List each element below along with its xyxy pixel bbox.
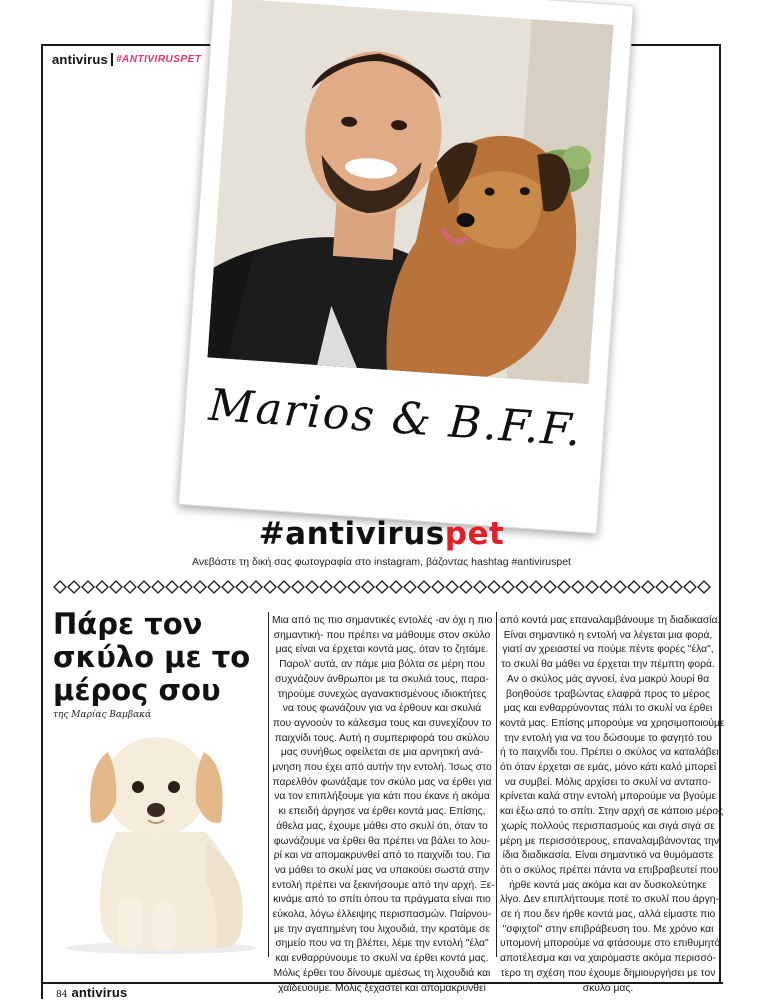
text-line: ίδια διαδικασία. Είναι σημαντικό να θυμόμαστε <box>502 850 714 862</box>
diamond-shape <box>600 581 612 593</box>
diamond-shape <box>460 581 472 593</box>
diamond-shape <box>362 581 374 593</box>
diamond-shape <box>446 581 458 593</box>
diamond-shape <box>418 581 430 593</box>
text-line: κρίνεται καλά στην εντολή μπορούμε να βγούμε <box>500 791 717 803</box>
column-rule <box>268 612 269 957</box>
diamond-shape <box>110 581 122 593</box>
diamond-shape <box>502 581 514 593</box>
diamond-shape <box>684 581 696 593</box>
diamond-shape <box>488 581 500 593</box>
text-line: μέρη με περισσότερους, επαναλαμβάνοντας την <box>500 835 720 847</box>
diamond-shape <box>656 581 668 593</box>
text-line: κι επειδή άργησε να έρθει κοντά μας. Επίσης, <box>278 806 486 818</box>
text-line: σημείο που να τη βλέπει, λέμε την εντολή "έλα" <box>275 938 489 950</box>
diamond-shape <box>642 581 654 593</box>
diamond-shape <box>320 581 332 593</box>
text-line: εντολή πρέπει να ξεκινήσουμε από την αρχή. Ξε- <box>272 879 495 891</box>
text-line: μνηση που έχει από αυτήν την εντολή. Ίσως στο <box>272 762 492 774</box>
text-line: σκύλο μας. <box>582 982 634 994</box>
diamond-shape <box>222 581 234 593</box>
column-rule <box>496 612 497 957</box>
title-line: Πάρε τον <box>53 607 203 641</box>
diamond-shape <box>138 581 150 593</box>
text-line: φωνάζουμε να έρθει θα πρέπει να βάλει το λου- <box>273 835 491 847</box>
text-line: και έξω από το σπίτι. Στην αρχή σε κάποιο μέρος <box>500 806 724 818</box>
text-line: κινάμε από το σπίτι όπου τα πράγματα είναι πιο <box>273 894 491 906</box>
diamond-shape <box>544 581 556 593</box>
title-line: μέρος σου <box>53 673 221 707</box>
text-line: να συμβεί. Μόλις αρχίσει το σκυλί να ανταπο- <box>504 776 712 788</box>
diamond-shape <box>166 581 178 593</box>
diamond-shape <box>194 581 206 593</box>
diamond-shape <box>348 581 360 593</box>
text-line: Είναι σημαντικό η εντολή να λέγεται μια φορά, <box>503 629 713 641</box>
diamond-shape <box>390 581 402 593</box>
diamond-shape <box>236 581 248 593</box>
diamond-shape <box>292 581 304 593</box>
text-line: τηρούμε συνεχώς αγανακτισμένους ιδιοκτήτες <box>277 688 487 700</box>
text-line: χαϊδεύουμε. Μόλις ξεχαστεί και απομακρυνθεί <box>278 982 486 994</box>
diamond-shape <box>670 581 682 593</box>
text-line: μας είναι να έρχεται κοντά μας, όταν το ζητάμε. <box>275 644 489 656</box>
hashtag-part-black: #antivirus <box>258 516 445 552</box>
header-tag: #ANTIVIRUSPET <box>115 54 202 65</box>
text-line: ρί και να απομακρυνθεί από το παιχνίδι του. Για <box>273 850 491 862</box>
text-line: να μάθει το σκυλί μας να υπακούει σωστά στην <box>274 864 490 876</box>
text-line: σε ή που δεν ήρθε κοντά μας, αλλά είμαστε πιο <box>500 909 716 921</box>
article-title <box>53 608 268 707</box>
man-with-dog-photo <box>207 0 613 384</box>
diamond-shape <box>278 581 290 593</box>
text-line: παιχνίδι τους. Αυτή η συμπεριφορά του σκύλου <box>274 732 490 744</box>
text-line: υπομονή μπορούμε να φτάσουμε στο επιθυμητό <box>500 938 721 950</box>
diamond-shape <box>376 581 388 593</box>
text-line: Παρολ' αυτά, αν πάμε μια βόλτα σε μέρη που <box>279 659 485 671</box>
text-line: σημαντική- που πρέπει να μάθουμε στον σκύλο <box>273 629 491 641</box>
text-line: γιατί αν χρειαστεί να πούμε πέντε φορές "έλα", <box>502 644 714 656</box>
diamond-shape <box>614 581 626 593</box>
diamond-shape <box>306 581 318 593</box>
diamond-shape <box>124 581 136 593</box>
polaroid-caption: Marios & B.F.F. <box>207 379 585 457</box>
text-line: ή το παιχνίδι του. Πρέπει ο σκύλος να καταλάβει <box>500 747 719 759</box>
text-line: να τους φωνάζουν για να έρθουν και σκυλιά <box>282 703 482 715</box>
text-line: ότι ο σκύλος πρέπει πάντα να επιβραβευτεί που <box>500 864 719 876</box>
diamond-shape <box>334 581 346 593</box>
text-line: "σφιχτοί" στην επιβράβευση του. Με χρόνο και <box>502 923 714 935</box>
diamond-divider <box>53 580 713 594</box>
text-line: Μόλις έρθει του δίνουμε αμέσως τη λιχουδιά και <box>273 967 491 979</box>
hashtag-part-red: pet <box>444 516 505 552</box>
header-brand: antivirus <box>52 52 108 67</box>
text-line: μας και ενθαρρύνοντας πάλι το σκυλί να έρθει <box>503 703 713 715</box>
text-line: τερο τη σχέση που έχουμε δημιουργήσει με τον <box>500 967 716 979</box>
hashtag-heading <box>0 516 763 552</box>
text-line: συχνάζουν άνθρωποι με τα σκυλιά τους, παρα- <box>275 673 489 685</box>
diamond-shape <box>586 581 598 593</box>
header-divider <box>111 53 113 66</box>
text-line: την εντολή για να του δώσουμε το φαγητό του <box>504 732 712 744</box>
author-byline: της Μαρίας Βαμβακά <box>53 710 152 720</box>
page-footer <box>56 985 127 1000</box>
text-line: παρελθόν φωνάξαμε τον σκύλο μας να έρθει για <box>272 776 492 788</box>
text-line: με την αγαπημένη του λιχουδιά, την κρατάμε σε <box>273 923 491 935</box>
text-line: από κοντά μας επαναλαμβάνουμε τη διαδικασία. <box>500 615 721 626</box>
puppy-photo <box>56 722 266 957</box>
diamond-shape <box>250 581 262 593</box>
diamond-shape <box>558 581 570 593</box>
text-line: ήρθε κοντά μας ακόμα και αν δυσκολεύτηκε <box>509 879 707 891</box>
text-line: αποτέλεσμα και να χαιρόμαστε ακόμα περισσό- <box>500 953 716 965</box>
diamond-shape <box>208 581 220 593</box>
diamond-shape <box>180 581 192 593</box>
text-line: μας συνήθως οφείλεται σε μια αρνητική ανά- <box>280 747 484 759</box>
diamond-shape <box>698 581 710 593</box>
diamond-shape <box>530 581 542 593</box>
section-header <box>52 52 201 67</box>
text-line: άθελα μας, έχουμε μάθει στο σκυλί ότι, όταν το <box>276 820 488 832</box>
text-line: που αγνοούν το κάλεσμα τους και συνεχίζουν το <box>272 717 492 729</box>
text-line: βοηθούσε τραβώντας ελαφρά προς το μέρος <box>506 688 710 700</box>
diamond-shape <box>474 581 486 593</box>
page-number: 84 <box>56 990 68 1000</box>
title-line: σκύλο με το <box>53 640 251 674</box>
text-line: εύκολα, λόγω έλλειψης περισπασμών. Παίρνου- <box>272 909 492 921</box>
diamond-shape <box>152 581 164 593</box>
polaroid-photo <box>178 0 634 534</box>
diamond-shape <box>572 581 584 593</box>
text-line: και ενθαρρύνουμε το σκυλί να έρθει κοντά μας. <box>275 953 489 965</box>
article-column-2 <box>500 614 725 996</box>
text-line: το σκυλί θα μάθει να έρχεται την πέμπτη φορά. <box>501 659 715 671</box>
article-column-1 <box>272 614 495 996</box>
instagram-instructions: Ανεβάστε τη δική σας φωτογραφία στο instagram, βάζοντας hashtag #antiviruspet <box>192 556 571 568</box>
text-line: κοντά μας. Επίσης μπορούμε να χρησιμοποιούμε <box>500 717 725 729</box>
text-line: λίγο. Δεν επιπλήττουμε ποτέ το σκυλί που άργη- <box>500 894 719 906</box>
diamond-shape <box>68 581 80 593</box>
diamond-shape <box>516 581 528 593</box>
diamond-shape <box>432 581 444 593</box>
diamond-shape <box>264 581 276 593</box>
diamond-shape <box>96 581 108 593</box>
diamond-shape <box>82 581 94 593</box>
footer-brand: antivirus <box>71 985 128 1000</box>
text-line: ότι όταν έρχεται σε εμάς, μόνο κάτι καλό μπορεί <box>500 762 717 774</box>
text-line: χωρίς πολλούς περισπασμούς και σιγά σιγά σε <box>501 820 715 832</box>
man-with-dog-illustration <box>207 0 613 384</box>
diamond-shape <box>54 581 66 593</box>
text-line: Μια από τις πιο σημαντικές εντολές -αν όχι η πιο <box>272 615 493 626</box>
text-line: Αν ο σκύλος μάς αγνοεί, ένα μακρύ λουρί θα <box>506 673 710 685</box>
diamond-shape <box>628 581 640 593</box>
text-line: να τον επιπλήξουμε για κάτι που έκανε ή ακόμα <box>274 791 490 803</box>
diamond-shape <box>404 581 416 593</box>
